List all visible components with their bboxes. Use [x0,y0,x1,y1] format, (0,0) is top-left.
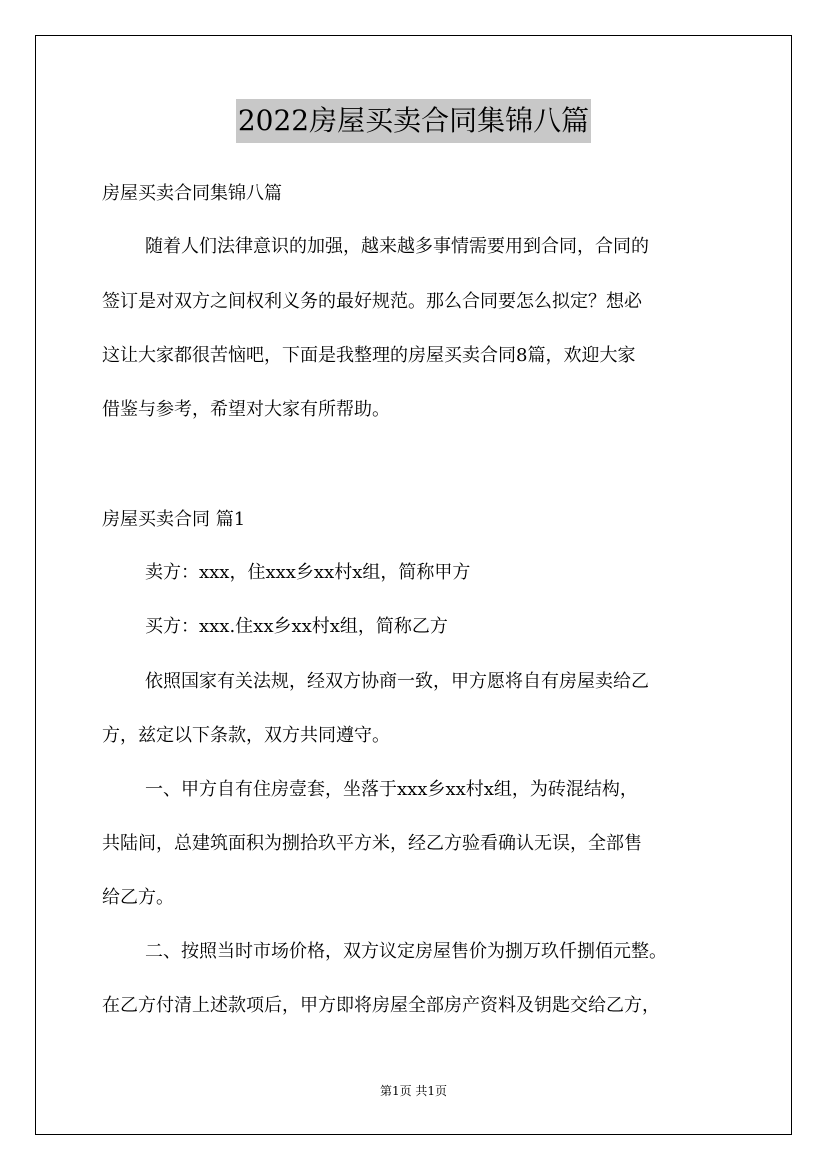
body-line-7: 给乙方。 [102,887,174,908]
intro-line-1: 随着人们法律意识的加强，越来越多事情需要用到合同，合同的 [145,236,649,257]
body-line-8: 二、按照当时市场价格，双方议定房屋售价为捌万玖仟捌佰元整。 [145,941,667,962]
section-heading: 房屋买卖合同 篇1 [102,509,246,530]
body-line-5: 一、甲方自有住房壹套，坐落于xxx乡xx村x组，为砖混结构， [145,779,638,800]
seller-line: 卖方：xxx，住xxx乡xx村x组，简称甲方 [145,562,471,583]
page-footer: 第1页 共1页 [379,1084,448,1098]
buyer-line: 买方：xxx.住xx乡xx村x组，简称乙方 [145,616,448,637]
body-line-6: 共陆间，总建筑面积为捌拾玖平方米，经乙方验看确认无误，全部售 [102,833,642,854]
intro-line-2: 签订是对双方之间权利义务的最好规范。那么合同要怎么拟定？想必 [102,291,642,312]
document-title: 2022房屋买卖合同集锦八篇 [236,99,591,143]
intro-line-3: 这让大家都很苦恼吧，下面是我整理的房屋买卖合同8篇，欢迎大家 [102,345,636,366]
intro-line-4: 借鉴与参考，希望对大家有所帮助。 [102,399,390,420]
body-line-4: 方，兹定以下条款，双方共同遵守。 [102,725,390,746]
body-line-9: 在乙方付清上述款项后，甲方即将房屋全部房产资料及钥匙交给乙方， [102,995,660,1016]
title-container [0,99,827,143]
document-subtitle: 房屋买卖合同集锦八篇 [102,183,282,204]
body-line-3: 依照国家有关法规，经双方协商一致，甲方愿将自有房屋卖给乙 [145,671,649,692]
